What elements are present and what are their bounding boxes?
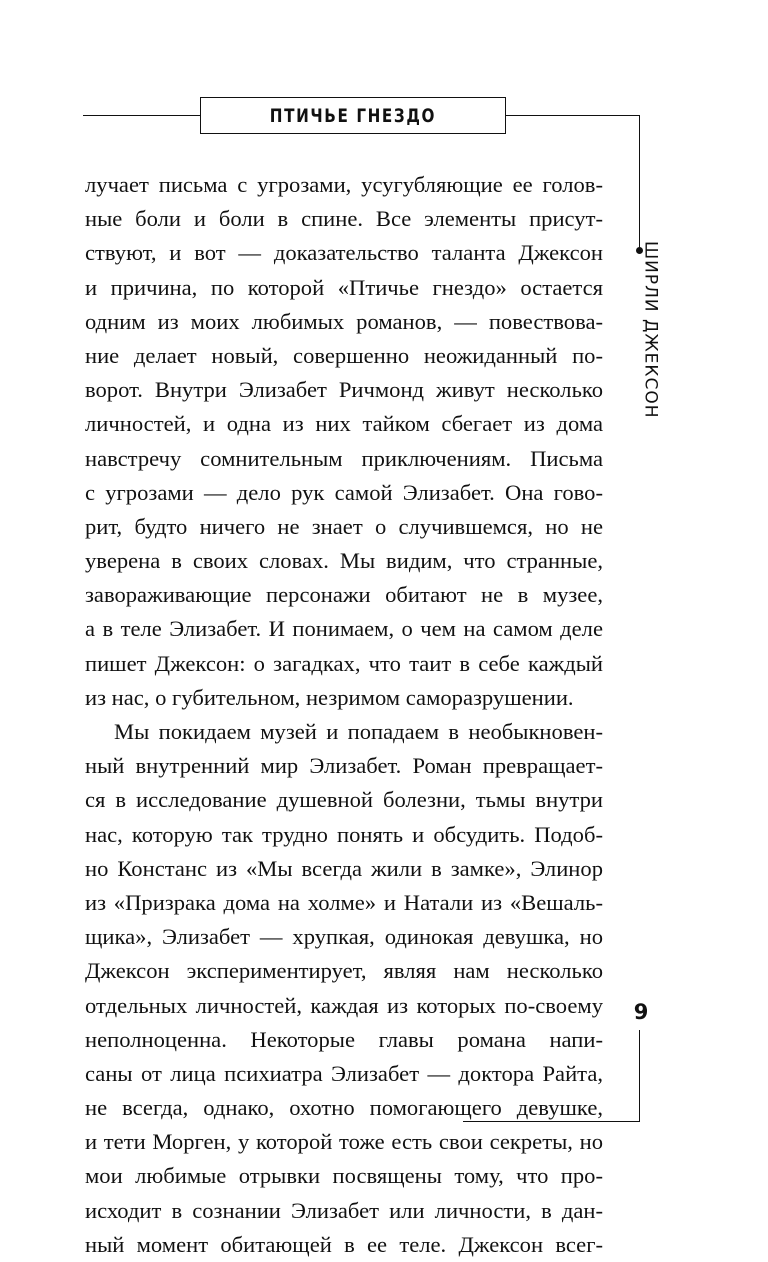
text-line: ный внутренний мир Элизабет. Роман превращает- [85, 753, 603, 779]
text-line: щика», Элизабет — хрупкая, одинокая девушка, но [85, 924, 603, 950]
text-line: мои любимые отрывки посвящены тому, что про- [85, 1163, 603, 1189]
text-line: а в теле Элизабет. И понимаем, о чем на самом деле [85, 616, 603, 642]
text-line: пишет Джексон: о загадках, что таит в себе каждый [85, 650, 603, 676]
text-line: и тети Морген, у которой тоже есть свои секреты, но [85, 1129, 603, 1155]
text-line: ный момент обитающей в ее теле. Джексон всег- [85, 1231, 603, 1257]
side-rule-upper [639, 115, 640, 250]
text-line: исходит в сознании Элизабет или личности, в дан- [85, 1197, 603, 1223]
text-line: ворот. Внутри Элизабет Ричмонд живут несколько [85, 377, 603, 403]
text-line: из «Призрака дома на холме» и Натали из «Вешаль- [85, 889, 603, 915]
running-header [200, 97, 506, 134]
author-name-vertical [640, 241, 661, 419]
body-text [85, 168, 603, 1262]
text-line: не всегда, однако, охотно помогающего девушке, [85, 1095, 603, 1121]
text-line: навстречу сомнительным приключениям. Письма [85, 445, 603, 471]
text-line: ние делает новый, совершенно неожиданный по- [85, 342, 603, 368]
text-line: нас, которую так трудно понять и обсудить. Подоб- [85, 821, 603, 847]
text-line: завораживающие персонажи обитают не в музее, [85, 582, 603, 608]
text-line: уверена в своих словах. Мы видим, что странные, [85, 548, 603, 574]
text-line: ствуют, и вот — доказательство таланта Джексон [85, 240, 603, 266]
text-line: ся в исследование душевной болезни, тьмы внутри [85, 787, 603, 813]
text-line: отдельных личностей, каждая из которых по-своему [85, 992, 603, 1018]
book-title: ПТИЧЬЕ ГНЕЗДО [269, 104, 437, 127]
text-line: ные боли и боли в спине. Все элементы присут- [85, 206, 603, 232]
text-line: но Констанс из «Мы всегда жили в замке», Элинор [85, 855, 603, 881]
header-rule-right [506, 115, 639, 116]
page-number: 9 [633, 1000, 649, 1024]
text-line: личностей, и одна из них тайком сбегает из дома [85, 411, 603, 437]
text-line: лучает письма с угрозами, усугубляющие ее голов- [85, 172, 603, 197]
text-line: саны от лица психиатра Элизабет — доктора Райта, [85, 1060, 603, 1086]
text-line: и причина, по которой «Птичье гнездо» остается [85, 274, 603, 300]
author-name: ШИРЛИ ДЖЕКСОН [640, 241, 661, 419]
text-line: с угрозами — дело рук самой Элизабет. Она гово- [85, 479, 603, 505]
header-rule-left [83, 115, 200, 116]
text-line: неполноценна. Некоторые главы романа напи- [85, 1026, 603, 1052]
text-line: Джексон экспериментирует, являя нам несколько [85, 958, 603, 984]
text-line: одним из моих любимых романов, — повествова- [85, 308, 603, 334]
side-rule-lower [639, 1030, 640, 1122]
text-line: из нас, о губительном, незримом саморазрушении. [85, 684, 574, 710]
text-line: Мы покидаем музей и попадаем в необыкновен- [114, 719, 603, 744]
text-line: рит, будто ничего не знает о случившемся, но не [85, 513, 603, 539]
